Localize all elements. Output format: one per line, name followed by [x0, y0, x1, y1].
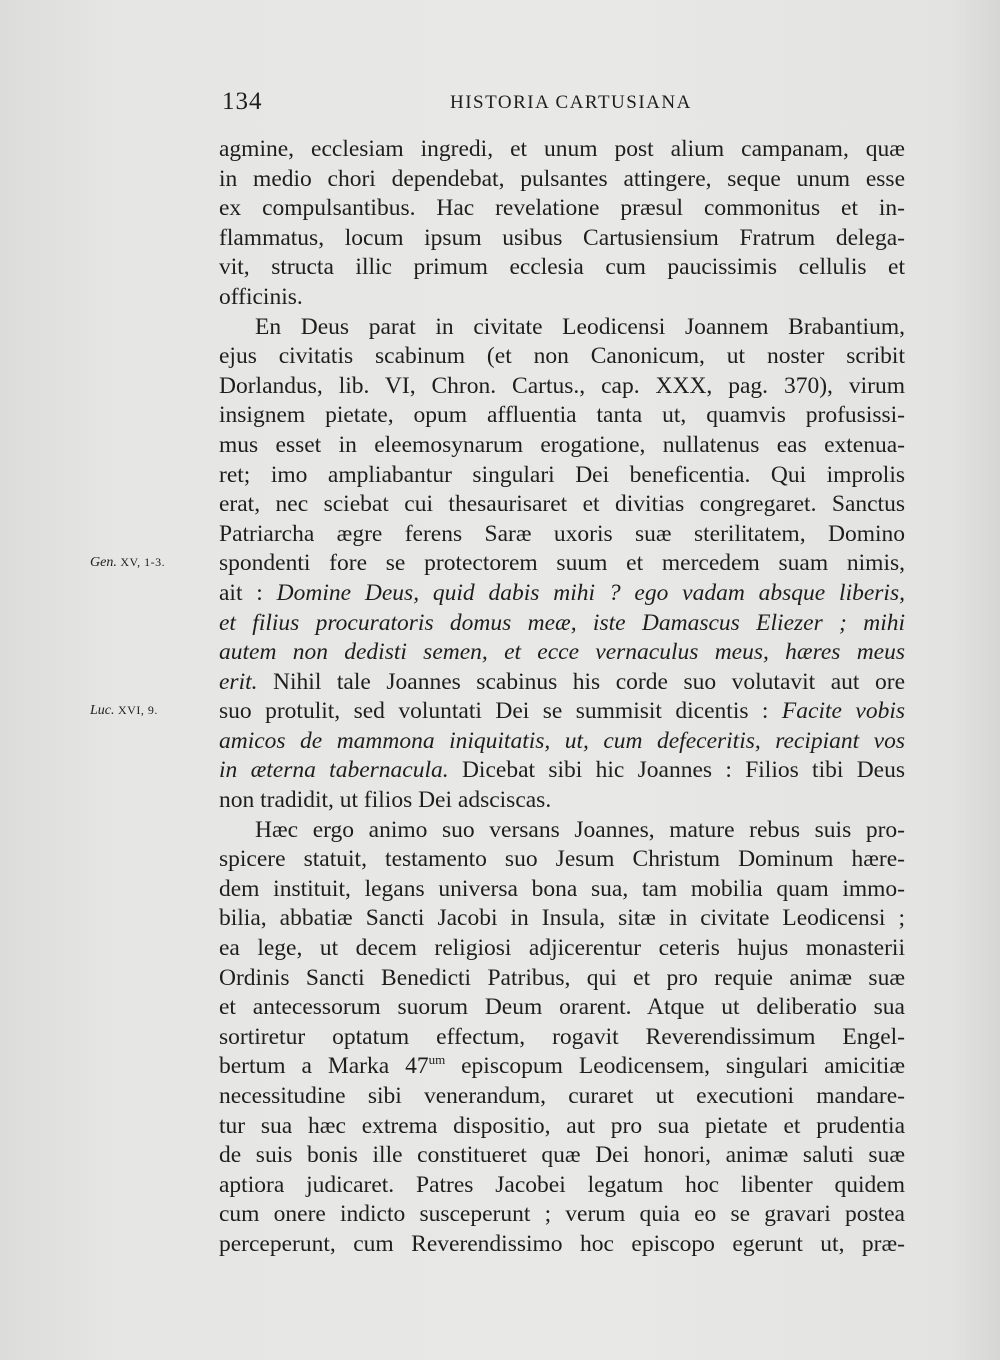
text-segment: mus esset in eleemosynarum erogatione, nullatenus eas extenua- [219, 431, 905, 458]
text-segment: in medio chori dependebat, pulsantes attingere, seque unum esse [219, 165, 905, 192]
italic-quote: Domine Deus, quid dabis mihi ? ego vadam absque liberis, [276, 579, 905, 606]
text-segment: Dicebat sibi hic Joannes : Filios tibi Deus [448, 757, 906, 784]
text-line [219, 638, 905, 668]
italic-quote: in æterna tabernacula. [219, 757, 449, 784]
text-segment: bilia, abbatiæ Sancti Jacobi in Insula, sitæ in civitate Leodicensi ; [219, 905, 905, 932]
text-segment: ret; imo ampliabantur singulari Dei beneficentia. Qui improlis [219, 461, 905, 488]
text-line [219, 1082, 905, 1112]
text-line [219, 727, 905, 757]
italic-quote: autem non dedisti semen, et ecce vernaculus meus, hæres meus [219, 639, 905, 666]
text-line [219, 135, 905, 165]
text-segment: aptiora judicaret. Patres Jacobei legatum hoc libenter quidem [219, 1171, 905, 1198]
text-segment: spondenti fore se protectorem suum et mercedem suam nimis, [219, 550, 905, 577]
text-line [219, 401, 905, 431]
text-line [219, 431, 905, 461]
text-line [219, 372, 905, 402]
text-segment: cum onere indicto susceperunt ; verum quia eo se gravari postea [219, 1201, 905, 1228]
text-line [219, 964, 905, 994]
text-segment: suo protulit, sed voluntati Dei se summisit dicentis : [219, 698, 782, 725]
text-segment: ejus civitatis scabinum (et non Canonicum, ut noster scribit [219, 343, 905, 370]
text-segment: flammatus, locum ipsum usibus Cartusiensium Fratrum delega- [219, 224, 905, 251]
text-segment: et antecessorum suorum Deum orarent. Atque ut deliberatio sua [219, 994, 905, 1021]
text-segment: officinis. [219, 283, 303, 310]
italic-quote: erit. [219, 668, 258, 695]
text-line [219, 165, 905, 195]
text-segment: dem instituit, legans universa bona sua, tam mobilia quam immo- [219, 875, 905, 902]
text-segment: Dorlandus, lib. VI, Chron. Cartus., cap. XXX, pag. 370), virum [219, 372, 905, 399]
text-segment: ea lege, ut decem religiosi adjicerentur ceteris hujus monasterii [219, 935, 905, 962]
text-segment: Ordinis Sancti Benedicti Patribus, qui et pro requie animæ suæ [219, 964, 905, 991]
page-number: 134 [222, 88, 263, 115]
running-title: HISTORIA CARTUSIANA [450, 92, 692, 113]
italic-quote: Facite vobis [781, 698, 905, 725]
text-line [219, 1112, 905, 1142]
text-segment: erat, nec sciebat cui thesaurisaret et divitias congregaret. Sanctus [219, 491, 905, 518]
text-segment: episcopum Leodicensem, singulari amicitiæ [445, 1053, 906, 1080]
text-line [219, 461, 905, 491]
text-line [219, 816, 905, 846]
text-line [219, 253, 905, 283]
text-segment: spicere statuit, testamento suo Jesum Christum Dominum hære- [219, 846, 905, 873]
text-line [219, 786, 905, 816]
text-line [219, 1141, 905, 1171]
text-line [219, 579, 905, 609]
text-line [219, 313, 905, 343]
text-line [219, 1171, 905, 1201]
text-line [219, 1200, 905, 1230]
text-segment: insignem pietate, opum affluentia tanta ut, quamvis profusissi- [219, 402, 905, 429]
body-text [219, 135, 905, 1260]
text-segment: vit, structa illic primum ecclesia cum paucissimis cellulis et [219, 254, 905, 281]
margin-note-book: Gen. [90, 555, 117, 571]
text-line [219, 875, 905, 905]
text-segment: ex compulsantibus. Hac revelatione præsul commonitus et in- [219, 195, 905, 222]
superscript: um [428, 1052, 446, 1068]
text-line [219, 342, 905, 372]
text-segment: Nihil tale Joannes scabinus his corde suo volutavit aut ore [257, 668, 905, 695]
margin-note [90, 555, 165, 571]
text-line [219, 1052, 905, 1082]
text-line [219, 845, 905, 875]
text-segment: En Deus parat in civitate Leodicensi Joannem Brabantium, [255, 313, 905, 340]
text-line [219, 904, 905, 934]
text-line [219, 934, 905, 964]
text-line [219, 1230, 905, 1260]
text-line [219, 224, 905, 254]
text-segment: de suis bonis ille constitueret quæ Dei honori, animæ saluti suæ [219, 1142, 905, 1169]
text-line [219, 283, 905, 313]
text-line [219, 993, 905, 1023]
text-segment: tur sua hæc extrema dispositio, aut pro sua pietate et prudentia [219, 1112, 905, 1139]
text-segment: ait : [219, 579, 277, 606]
text-segment: bertum a Marka 47 [219, 1053, 429, 1080]
text-line [219, 756, 905, 786]
italic-quote: et filius procuratoris domus meæ, iste Damascus Eliezer ; mihi [219, 609, 905, 636]
margin-note-ref: XVI, 9. [114, 703, 158, 718]
margin-note-book: Luc. [90, 703, 115, 719]
text-segment: Patriarcha ægre ferens Saræ uxoris suæ sterilitatem, Domino [219, 520, 905, 547]
text-line [219, 490, 905, 520]
text-line [219, 1023, 905, 1053]
text-segment: perceperunt, cum Reverendissimo hoc episcopo egerunt ut, præ- [219, 1230, 905, 1257]
text-segment: Hæc ergo animo suo versans Joannes, mature rebus suis pro- [255, 816, 905, 843]
text-line [219, 609, 905, 639]
text-segment: necessitudine sibi venerandum, curaret ut executioni mandare- [219, 1083, 905, 1109]
text-line [219, 194, 905, 224]
text-line [219, 697, 905, 727]
margin-note [90, 703, 158, 719]
margin-note-ref: XV, 1-3. [116, 555, 166, 570]
text-segment: agmine, ecclesiam ingredi, et unum post alium campanam, quæ [219, 136, 905, 162]
italic-quote: amicos de mammona iniquitatis, ut, cum defeceritis, recipiant vos [219, 727, 905, 754]
text-line [219, 549, 905, 579]
text-segment: sortiretur optatum effectum, rogavit Reverendissimum Engel- [219, 1023, 905, 1050]
text-segment: non tradidit, ut filios Dei adsciscas. [219, 787, 552, 814]
page-header [220, 88, 910, 118]
text-line [219, 520, 905, 550]
text-line [219, 668, 905, 698]
